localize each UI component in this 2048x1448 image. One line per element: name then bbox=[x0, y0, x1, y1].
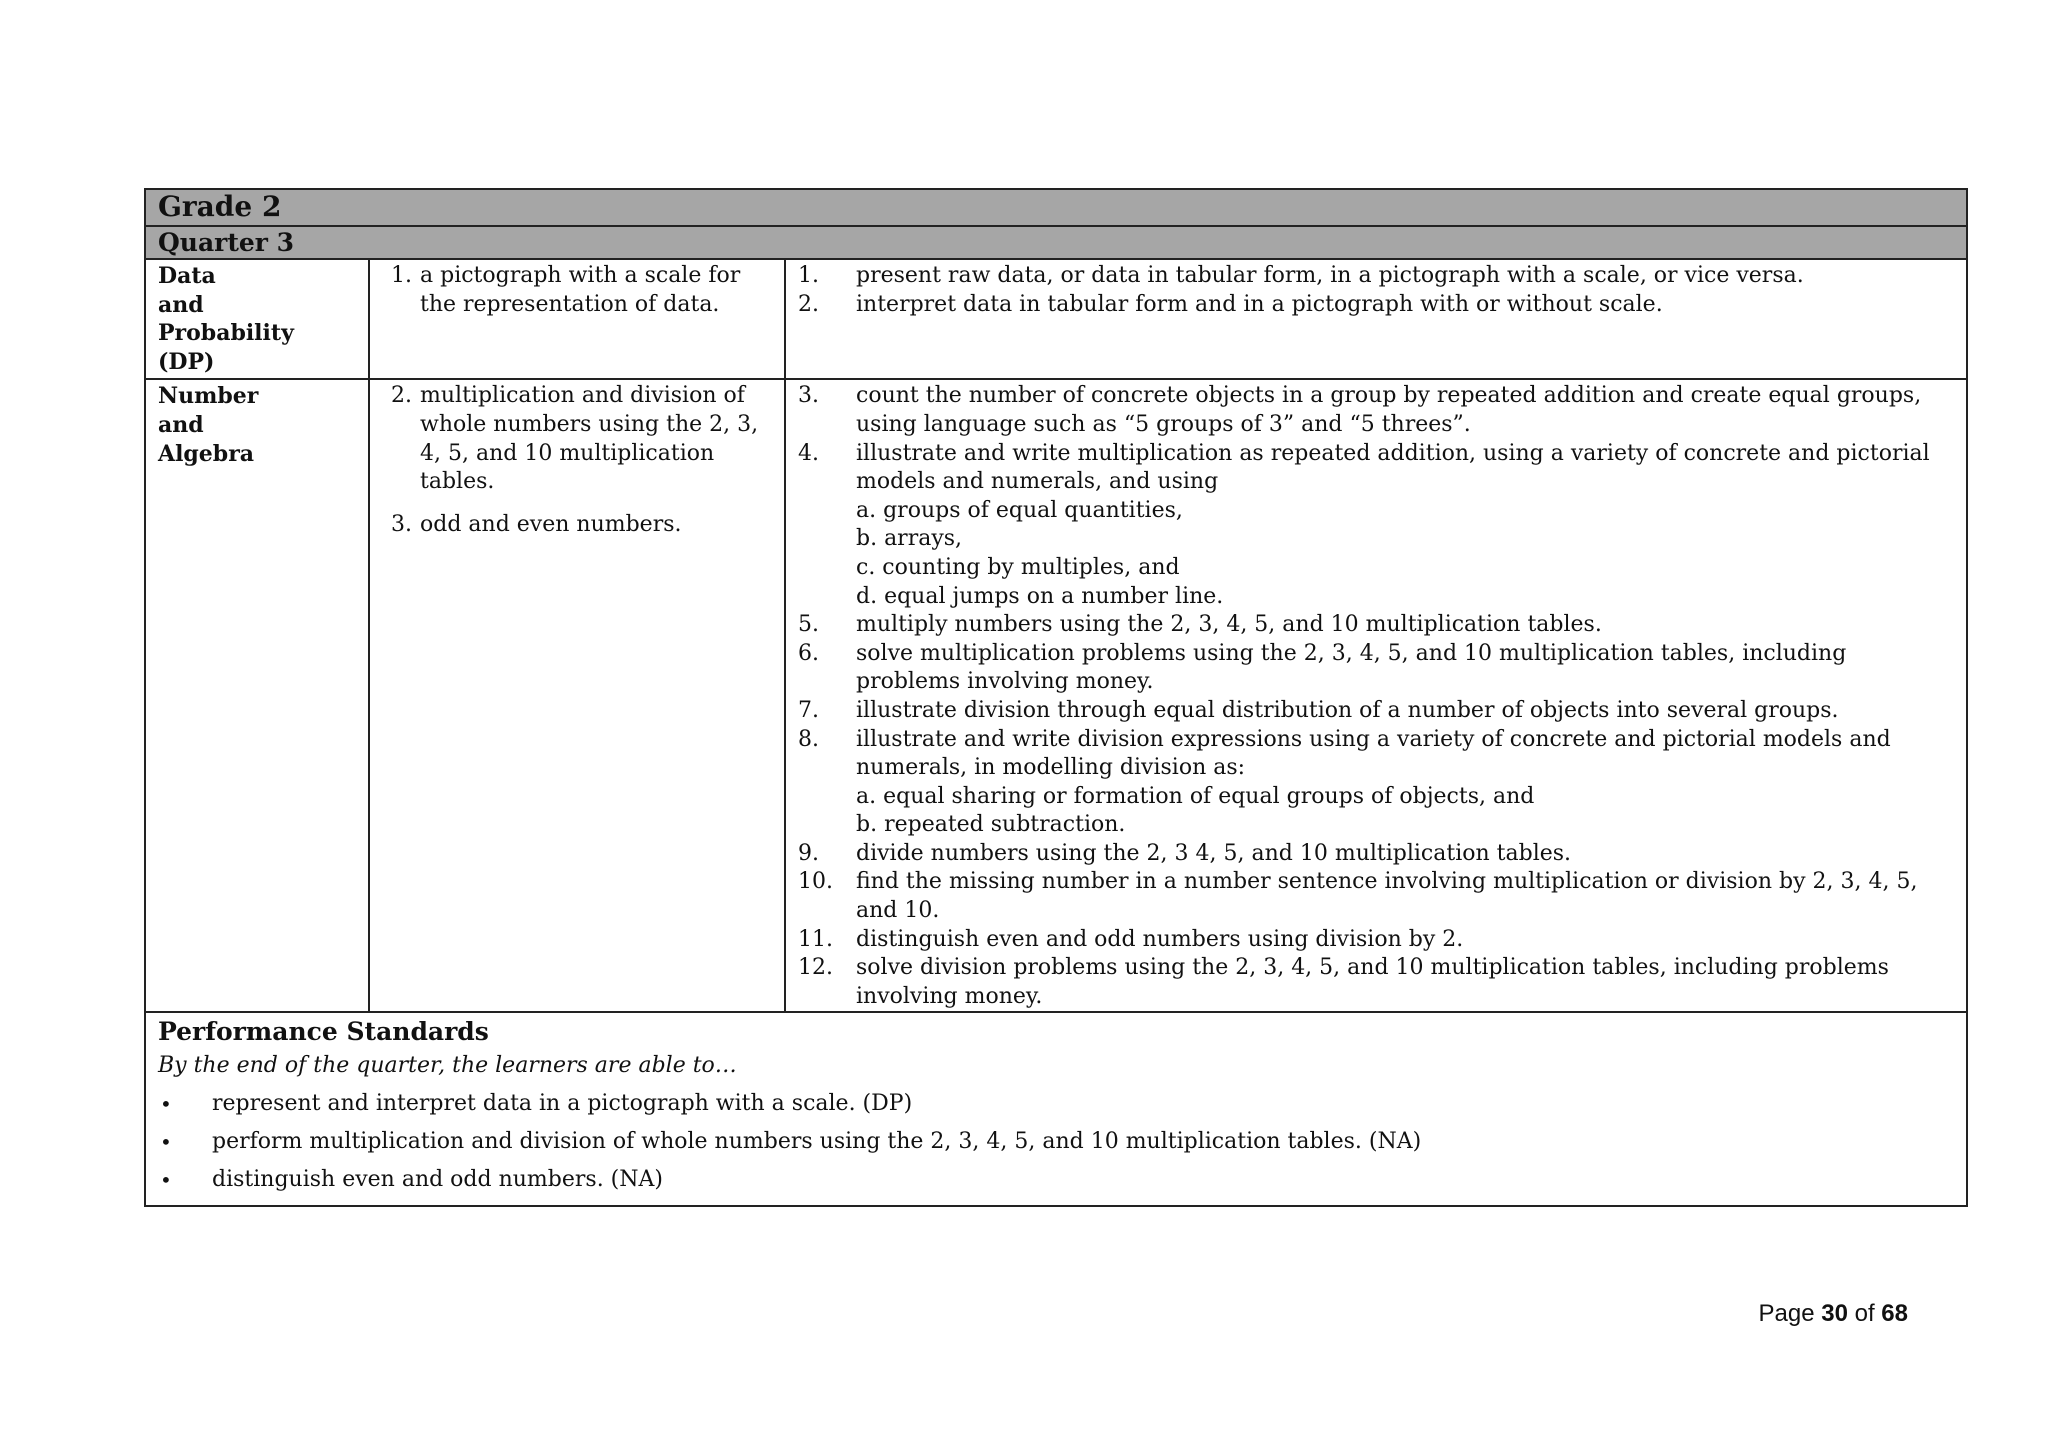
item-text: count the number of concrete objects in a group by repeated addition and create equal groups, using language such as “5 groups of 3” and “5 threes”. bbox=[856, 383, 1922, 437]
item-text: solve multiplication problems using the 2, 3, 4, 5, and 10 multiplication tables, including problems involving money. bbox=[856, 640, 1847, 695]
page-total: 68 bbox=[1881, 1300, 1908, 1327]
item-text: illustrate division through equal distribution of a number of objects into several groups. bbox=[856, 697, 1839, 723]
list-item bbox=[370, 511, 784, 540]
item-number: 8. bbox=[798, 726, 819, 752]
strand-cell bbox=[145, 259, 369, 379]
item-text: present raw data, or data in tabular form, in a pictograph with a scale, or vice versa. bbox=[856, 263, 1804, 288]
list-item bbox=[786, 611, 1966, 640]
competency-cell bbox=[785, 259, 1967, 379]
list-item bbox=[786, 840, 1966, 869]
page-word: Page bbox=[1758, 1300, 1815, 1327]
quarter-heading: Quarter 3 bbox=[145, 226, 1967, 259]
content-cell bbox=[369, 259, 785, 379]
item-text: represent and interpret data in a pictograph with a scale. (DP) bbox=[212, 1091, 913, 1117]
list-item bbox=[786, 926, 1966, 955]
item-text: divide numbers using the 2, 3 4, 5, and 10 multiplication tables. bbox=[856, 840, 1572, 866]
item-number: 3. bbox=[391, 511, 412, 537]
item-text: perform multiplication and division of whole numbers using the 2, 3, 4, 5, and 10 multiplication tables. (NA) bbox=[212, 1129, 1422, 1155]
item-text: find the missing number in a number sentence involving multiplication or division by 2, 3, 4, 5, and 10. bbox=[856, 869, 1918, 924]
strand-line: (DP) bbox=[158, 348, 215, 375]
item-text: illustrate and write multiplication as repeated addition, using a variety of concrete and pictorial models and numerals, and using bbox=[856, 440, 1930, 495]
strand-line: Algebra bbox=[158, 440, 255, 467]
item-text: solve division problems using the 2, 3, 4, 5, and 10 multiplication tables, including problems involving money. bbox=[856, 955, 1889, 1009]
item-number: 11. bbox=[798, 926, 833, 952]
item-number: 6. bbox=[798, 640, 819, 666]
strand-cell bbox=[145, 379, 369, 1012]
bullet-icon: • bbox=[160, 1168, 172, 1193]
item-text: illustrate and write division expressions using a variety of concrete and pictorial models and numerals, in modelling division as: bbox=[856, 726, 1891, 781]
page-of-word: of bbox=[1854, 1300, 1875, 1327]
list-item bbox=[370, 382, 784, 496]
list-item bbox=[786, 440, 1966, 612]
item-text: distinguish even and odd numbers using division by 2. bbox=[856, 926, 1464, 952]
strand-line: and bbox=[158, 291, 204, 318]
item-number: 9. bbox=[798, 840, 819, 866]
curriculum-table bbox=[144, 188, 1968, 1207]
item-number: 4. bbox=[798, 440, 819, 466]
item-number: 3. bbox=[798, 383, 819, 409]
competency-cell bbox=[785, 379, 1967, 1012]
sub-item: a. equal sharing or formation of equal groups of objects, and bbox=[856, 783, 1535, 809]
item-number: 7. bbox=[798, 697, 819, 723]
item-number: 1. bbox=[391, 263, 412, 288]
item-text: multiplication and division of whole numbers using the 2, 3, 4, 5, and 10 multiplication tables. bbox=[420, 383, 759, 495]
list-item bbox=[786, 640, 1966, 697]
strand-line: Number bbox=[158, 383, 259, 410]
item-text: a pictograph with a scale for the representation of data. bbox=[420, 263, 741, 317]
list-item bbox=[786, 697, 1966, 726]
list-item bbox=[158, 1085, 1954, 1123]
quarter-header-row bbox=[145, 226, 1967, 259]
sub-item: c. counting by multiples, and bbox=[856, 554, 1180, 580]
item-number: 1. bbox=[798, 263, 819, 288]
list-item bbox=[158, 1161, 1954, 1199]
list-item bbox=[786, 726, 1966, 840]
strand-line: Data bbox=[158, 263, 216, 289]
grade-header-row bbox=[145, 189, 1967, 226]
bullet-icon: • bbox=[160, 1130, 172, 1155]
item-text: multiply numbers using the 2, 3, 4, 5, and 10 multiplication tables. bbox=[856, 612, 1602, 638]
sub-item: a. groups of equal quantities, bbox=[856, 497, 1183, 523]
performance-intro: By the end of the quarter, the learners are able to… bbox=[158, 1053, 737, 1079]
sub-item: b. repeated subtraction. bbox=[856, 812, 1126, 838]
item-text: interpret data in tabular form and in a pictograph with or without scale. bbox=[856, 291, 1663, 317]
strand-line: and bbox=[158, 411, 204, 438]
item-number: 2. bbox=[391, 383, 412, 409]
sub-item: b. arrays, bbox=[856, 526, 963, 552]
page-current: 30 bbox=[1821, 1300, 1848, 1327]
item-number: 10. bbox=[798, 869, 833, 895]
performance-standards bbox=[145, 1012, 1967, 1206]
item-number: 2. bbox=[798, 291, 819, 317]
performance-title: Performance Standards bbox=[158, 1017, 489, 1047]
grade-heading: Grade 2 bbox=[145, 189, 1967, 226]
list-item bbox=[786, 868, 1966, 925]
item-text: distinguish even and odd numbers. (NA) bbox=[212, 1167, 663, 1193]
table-row bbox=[145, 259, 1967, 379]
list-item bbox=[786, 954, 1966, 1011]
list-item bbox=[786, 382, 1966, 439]
item-text: odd and even numbers. bbox=[420, 511, 682, 537]
performance-row bbox=[145, 1012, 1967, 1206]
content-cell bbox=[369, 379, 785, 1012]
strand-line: Probability bbox=[158, 320, 294, 347]
list-item bbox=[786, 262, 1966, 291]
page-footer bbox=[1759, 1300, 1909, 1328]
sub-item: d. equal jumps on a number line. bbox=[856, 583, 1224, 609]
item-number: 5. bbox=[798, 612, 819, 638]
table-row bbox=[145, 379, 1967, 1012]
list-item bbox=[158, 1123, 1954, 1161]
list-item bbox=[786, 291, 1966, 320]
bullet-icon: • bbox=[160, 1092, 172, 1117]
item-number: 12. bbox=[798, 955, 833, 981]
list-item bbox=[370, 262, 784, 319]
